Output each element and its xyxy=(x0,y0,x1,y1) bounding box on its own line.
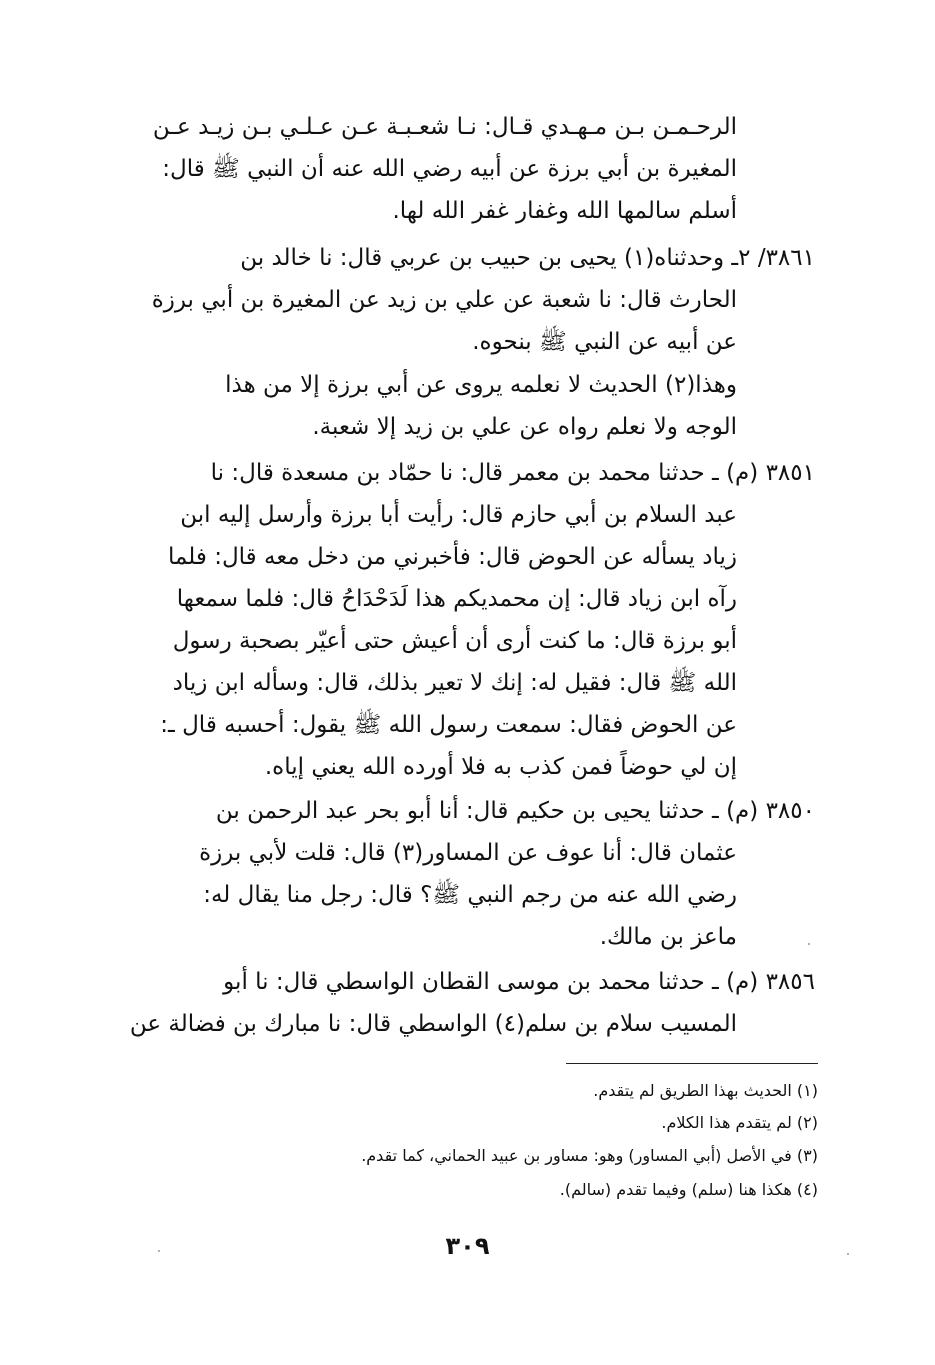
text-line: عن أبيه عن النبي ﷺ بنحوه. xyxy=(472,329,737,355)
text-line: الرحـمـن بـن مـهـدي قـال: نـا شعـبـة عـن عـلـي بـن زيـد عـن xyxy=(152,114,737,140)
text-line: إن لي حوضاً فمن كذب به فلا أورده الله يعني إياه. xyxy=(264,754,737,780)
hadith-3861-line: ٣٨٦١/ ٢ـ وحدثناه(١) يحيى بن حبيب بن عربي قال: نا خالد بن xyxy=(240,245,815,271)
footnote-3: (٣) في الأصل (أبي المساور) وهو: مساور بن عبيد الحماني، كما تقدم. xyxy=(361,1146,818,1165)
text-line: المغيرة بن أبي برزة عن أبيه رضي الله عنه أن النبي ﷺ قال: xyxy=(162,156,737,182)
scan-speck xyxy=(847,1253,849,1255)
footnote-2: (٢) لم يتقدم هذا الكلام. xyxy=(661,1113,818,1132)
scan-speck xyxy=(158,1250,160,1252)
text-line: الله ﷺ قال: فقيل له: إنك لا تعير بذلك، قال: وسأله ابن زياد xyxy=(172,670,737,696)
hadith-3851-line: ٣٨٥١ (م) ـ حدثنا محمد بن معمر قال: نا حمّاد بن مسعدة قال: نا xyxy=(210,460,815,486)
text-line: الوجه ولا نعلم رواه عن علي بن زيد إلا شعبة. xyxy=(312,414,737,440)
page-number: ٣٠٩ xyxy=(445,1232,490,1260)
hadith-3850-line: ٣٨٥٠ (م) ـ حدثنا يحيى بن حكيم قال: أنا أبو بحر عبد الرحمن بن xyxy=(215,798,815,824)
footnote-4: (٤) هكذا هنا (سلم) وفيما تقدم (سالم). xyxy=(559,1180,818,1199)
text-line: أبو برزة قال: ما كنت أرى أن أعيش حتى أعيّر بصحبة رسول xyxy=(172,628,737,654)
text-line: عثمان قال: أنا عوف عن المساور(٣) قال: قلت لأبي برزة xyxy=(199,840,737,866)
text-line: رآه ابن زياد قال: إن محمديكم هذا لَدَحْدَاحُ قال: فلما سمعها xyxy=(176,586,737,612)
scan-speck xyxy=(808,943,810,945)
text-line: وهذا(٢) الحديث لا نعلمه يروى عن أبي برزة إلا من هذا xyxy=(225,372,737,398)
text-line: رضي الله عنه من رجم النبي ﷺ؟ قال: رجل منا يقال له: xyxy=(203,882,737,908)
text-line: ماعز بن مالك. xyxy=(599,924,737,950)
hadith-3856-line: ٣٨٥٦ (م) ـ حدثنا محمد بن موسى القطان الواسطي قال: نا أبو xyxy=(223,969,815,995)
text-line: الحارث قال: نا شعبة عن علي بن زيد عن المغيرة بن أبي برزة xyxy=(151,287,737,313)
footnote-separator xyxy=(566,1063,818,1064)
text-line: زياد يسأله عن الحوض قال: فأخبرني من دخل معه قال: فلما xyxy=(167,544,737,570)
text-line: المسيب سلام بن سلم(٤) الواسطي قال: نا مبارك بن فضالة عن xyxy=(129,1011,737,1037)
text-line: عن الحوض فقال: سمعت رسول الله ﷺ يقول: أحسبه قال ـ: xyxy=(160,712,737,738)
text-line: عبد السلام بن أبي حازم قال: رأيت أبا برزة وأرسل إليه ابن xyxy=(180,502,737,528)
text-line: أسلم سالمها الله وغفار غفر الله لها. xyxy=(392,198,737,224)
footnote-1: (١) الحديث بهذا الطريق لم يتقدم. xyxy=(593,1081,818,1100)
